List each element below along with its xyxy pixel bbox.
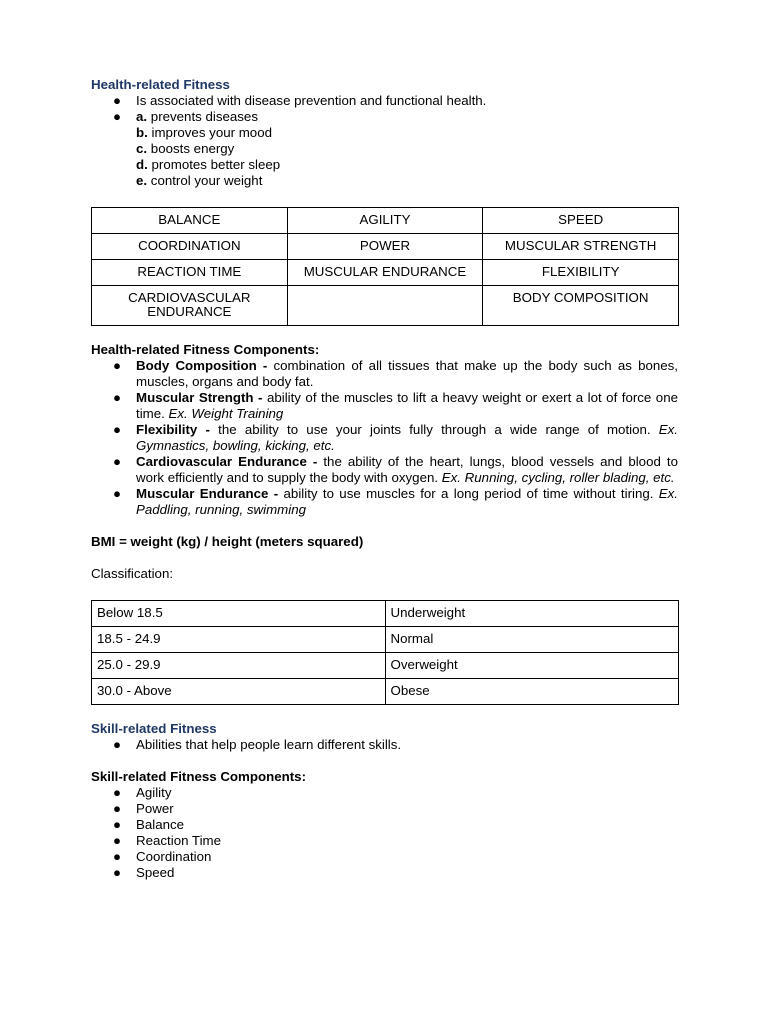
- table-row: [92, 208, 679, 234]
- table-cell: Overweight: [385, 653, 679, 679]
- list-item: ● Muscular Strength - ability of the muscles to lift a heavy weight or exert a lot of force one time. Ex. Weight Training: [113, 390, 678, 421]
- bmi-classification-table: [91, 600, 679, 705]
- bullet-icon: ●: [113, 801, 122, 816]
- document-content: [91, 77, 678, 881]
- table-cell: Below 18.5: [92, 601, 386, 627]
- table-row: [92, 627, 679, 653]
- benefit-item: e. control your weight: [136, 173, 263, 188]
- list-item: ● Cardiovascular Endurance - the ability of the heart, lungs, blood vessels and blood to work efficiently and to supply the body with oxygen. Ex. Running, cycling, roller blading, etc.: [113, 454, 678, 485]
- table-cell: SPEED: [483, 208, 679, 234]
- health-components-title: Health-related Fitness Components:: [91, 342, 320, 357]
- list-item: ● Body Composition - combination of all tissues that make up the body such as bones, muscles, organs and body fat.: [113, 358, 678, 389]
- table-cell: 25.0 - 29.9: [92, 653, 386, 679]
- table-row: [92, 679, 679, 705]
- benefit-item: b. improves your mood: [136, 125, 272, 140]
- bullet-icon: ●: [113, 737, 122, 752]
- table-cell: MUSCULAR STRENGTH: [483, 234, 679, 260]
- table-cell: REACTION TIME: [92, 260, 288, 286]
- list-item: ● a. prevents diseases: [113, 109, 258, 124]
- bmi-formula: BMI = weight (kg) / height (meters squared): [91, 534, 364, 549]
- list-item: ● Flexibility - the ability to use your joints fully through a wide range of motion. Ex. Gymnastics, bowling, kicking, etc.: [113, 422, 678, 453]
- bullet-icon: ●: [113, 390, 122, 405]
- table-cell: Normal: [385, 627, 679, 653]
- bullet-icon: ●: [113, 422, 122, 437]
- table-row: [92, 286, 679, 326]
- list-item: ● Speed: [113, 865, 175, 880]
- table-cell: POWER: [287, 234, 483, 260]
- bullet-icon: ●: [113, 833, 122, 848]
- bullet-icon: ●: [113, 358, 122, 373]
- table-cell: FLEXIBILITY: [483, 260, 679, 286]
- table-row: [92, 234, 679, 260]
- list-item: ● Power: [113, 801, 174, 816]
- health-section-title: Health-related Fitness: [91, 77, 230, 92]
- table-cell: COORDINATION: [92, 234, 288, 260]
- bullet-icon: ●: [113, 785, 122, 800]
- bullet-icon: ●: [113, 93, 122, 108]
- table-row: [92, 601, 679, 627]
- table-cell: CARDIOVASCULAR ENDURANCE: [92, 286, 288, 326]
- table-cell: BALANCE: [92, 208, 288, 234]
- list-item: ● Muscular Endurance - ability to use muscles for a long period of time without tiring. Ex. Paddling, running, swimming: [113, 486, 678, 517]
- bullet-icon: ●: [113, 486, 122, 501]
- benefit-item: d. promotes better sleep: [136, 157, 281, 172]
- table-cell: MUSCULAR ENDURANCE: [287, 260, 483, 286]
- bullet-icon: ●: [113, 817, 122, 832]
- fitness-components-table: [91, 207, 679, 326]
- skill-components-list: [91, 785, 678, 881]
- skill-bullet-list: [91, 737, 678, 753]
- list-item: ● Agility: [113, 785, 172, 800]
- table-cell: Underweight: [385, 601, 679, 627]
- table-cell: AGILITY: [287, 208, 483, 234]
- health-components-list: [91, 358, 678, 518]
- list-item: ● Balance: [113, 817, 185, 832]
- table-cell: BODY COMPOSITION: [483, 286, 679, 326]
- health-bullet-list: [91, 93, 678, 125]
- benefit-item: c. boosts energy: [136, 141, 235, 156]
- bullet-icon: ●: [113, 849, 122, 864]
- list-item: ● Is associated with disease prevention and functional health.: [113, 93, 487, 108]
- table-cell: [287, 286, 483, 326]
- list-item: ● Coordination: [113, 849, 212, 864]
- table-cell: Obese: [385, 679, 679, 705]
- list-item: ● Abilities that help people learn different skills.: [113, 737, 402, 752]
- bullet-icon: ●: [113, 454, 122, 469]
- bullet-icon: ●: [113, 109, 122, 124]
- table-row: [92, 260, 679, 286]
- skill-components-title: Skill-related Fitness Components:: [91, 769, 307, 784]
- table-cell: 18.5 - 24.9: [92, 627, 386, 653]
- classification-label: Classification:: [91, 566, 174, 581]
- skill-section-title: Skill-related Fitness: [91, 721, 217, 736]
- table-cell: 30.0 - Above: [92, 679, 386, 705]
- table-row: [92, 653, 679, 679]
- list-item: ● Reaction Time: [113, 833, 221, 848]
- bullet-icon: ●: [113, 865, 122, 880]
